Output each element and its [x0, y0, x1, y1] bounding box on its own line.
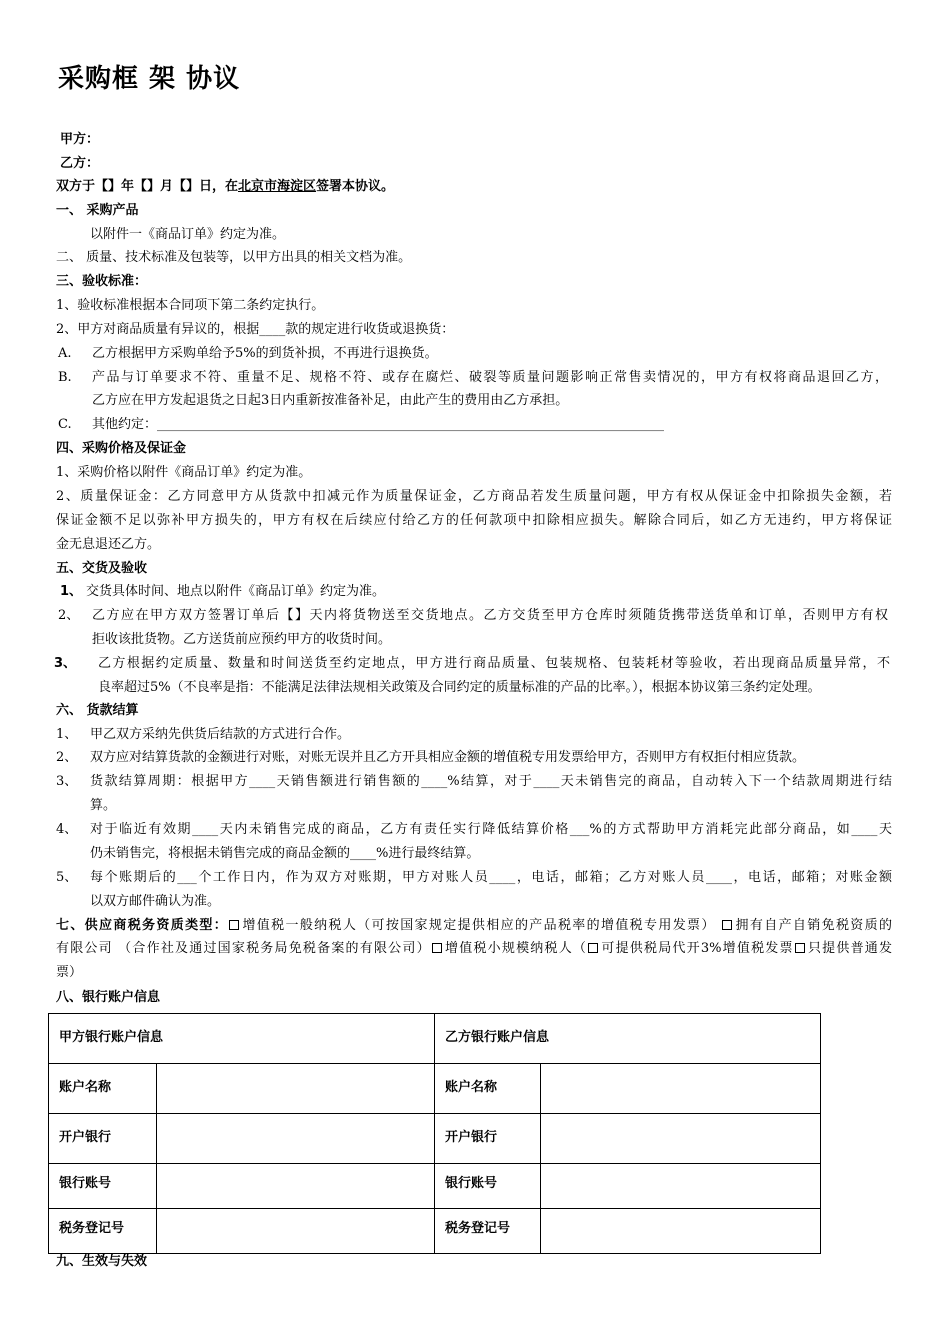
section-6-item-5-line-1: 每个账期后的___个工作日内，作为双方对账期，甲方对账人员____，电话，邮箱；乙方对账人员____，电话，邮箱；对账金额 — [90, 870, 892, 885]
section-1-heading: 一、 采购产品 — [56, 203, 139, 218]
section-5-item-1: 交货具体时间、地点以附件《商品订单》约定为准。 — [86, 584, 386, 599]
party-b-bank-value[interactable] — [541, 1114, 821, 1164]
bank-account-table — [48, 1013, 821, 1254]
party-b-tax-id-label: 税务登记号 — [435, 1209, 541, 1254]
section-3-heading: 三、验收标准： — [56, 274, 148, 289]
section-4-item-2-line-2: 保证金额不足以弥补甲方损失的，甲方有权在后续应付给乙方的任何款项中扣除相应损失。解除合同后，如乙方无违约，甲方将保证 — [56, 513, 892, 528]
party-b-bank-label: 开户银行 — [435, 1114, 541, 1164]
document-title: 采购框 架 协议 — [58, 64, 241, 94]
section-5-num-1: 1、 — [60, 584, 83, 599]
checkbox-tax-exempt[interactable] — [722, 920, 732, 930]
section-6-heading: 六、 货款结算 — [56, 703, 139, 718]
section-3-option-a-label: A. — [58, 346, 72, 361]
section-6-item-5-line-2: 以双方邮件确认为准。 — [90, 894, 221, 909]
party-b-account-number-value[interactable] — [541, 1164, 821, 1209]
section-5-item-3-line-2: 良率超过5%（不良率是指：不能满足法律法规相关政策及合同约定的质量标准的产品的比率。），根据本协议第三条约定处理。 — [98, 680, 821, 695]
section-7-heading: 七、供应商税务资质类型： — [56, 918, 229, 933]
section-7-line-2 — [56, 940, 892, 958]
section-3-option-c-text: 其他约定：______________________________________________________________________________ — [92, 417, 665, 432]
section-9-heading: 九、生效与失效 — [56, 1254, 148, 1269]
party-b-account-name-value[interactable] — [541, 1064, 821, 1114]
section-6-item-3-line-1: 货款结算周期：根据甲方____天销售额进行销售额的____%结算，对于____天未销售完的商品，自动转入下一个结款周期进行结 — [90, 774, 892, 789]
section-4-item-2-line-3: 金无息退还乙方。 — [56, 537, 161, 552]
section-6-num-2: 2、 — [56, 750, 78, 765]
party-a-account-name-value[interactable] — [157, 1064, 435, 1114]
checkbox-general-taxpayer[interactable] — [229, 920, 239, 930]
section-7-line-1 — [56, 917, 892, 935]
party-b-account-number-label: 银行账号 — [435, 1164, 541, 1209]
party-a-bank-label: 开户银行 — [49, 1114, 157, 1164]
table-row — [49, 1064, 821, 1114]
section-5-item-3-line-1: 乙方根据约定质量、数量和时间送货至约定地点，甲方进行商品质量、包装规格、包装耗材等验收，若出现商品质量异常，不 — [98, 656, 890, 671]
section-4-item-2-line-1: 2、质量保证金：乙方同意甲方从货款中扣减元作为质量保证金，乙方商品若发生质量问题，甲方有权从保证金中扣除损失金额，若 — [56, 489, 892, 504]
section-6-num-3: 3、 — [56, 774, 78, 789]
party-a-account-number-value[interactable] — [157, 1164, 435, 1209]
option-tax-exempt-cont: 有限公司 （合作社及通过国家税务局免税备案的有限公司） — [56, 941, 431, 956]
section-4-heading: 四、采购价格及保证金 — [56, 441, 187, 456]
section-6-item-4-line-1: 对于临近有效期____天内未销售完成的商品，乙方有责任实行降低结算价格___%的方式帮助甲方消耗完此部分商品，如____天 — [90, 822, 892, 837]
section-3-option-a-text: 乙方根据甲方采购单给予5%的到货补损，不再进行退换货。 — [92, 346, 438, 361]
section-5-num-2: 2、 — [58, 608, 80, 623]
section-6-item-1: 甲乙双方采纳先供货后结款的方式进行合作。 — [90, 727, 351, 742]
section-3-option-b-text-1: 产品与订单要求不符、重量不足、规格不符、或存在腐烂、破裂等质量问题影响正常售卖情况的，甲方有权将商品退回乙方， — [92, 370, 888, 385]
table-row — [49, 1209, 821, 1254]
section-6-item-3-line-2: 算。 — [90, 798, 117, 813]
section-6-num-1: 1、 — [56, 727, 78, 742]
option-tax-exempt: 拥有自产自销免税资质的 — [734, 918, 892, 933]
section-6-item-4-line-2: 仍未销售完，将根据未销售完成的商品金额的____%进行最终结算。 — [90, 846, 480, 861]
checkbox-3pct-invoice[interactable] — [588, 943, 598, 953]
option-3pct-invoice: 可提供税局代开3%增值税发票 — [600, 941, 794, 956]
section-3-option-b-text-2: 乙方应在甲方发起退货之日起3日内重新按准备补足，由此产生的费用由乙方承担。 — [92, 393, 569, 408]
table-header-row — [49, 1014, 821, 1064]
party-a-tax-id-value[interactable] — [157, 1209, 435, 1254]
signing-prefix: 双方于【】年【】月【】日，在 — [56, 179, 239, 194]
party-a-account-number-label: 银行账号 — [49, 1164, 157, 1209]
section-5-item-2-line-1: 乙方应在甲方双方签署订单后【】天内将货物送至交货地点。乙方交货至甲方仓库时须随货携带送货单和订单，否则甲方有权 — [92, 608, 888, 623]
section-2-text: 二、 质量、技术标准及包装等，以甲方出具的相关文档为准。 — [56, 250, 412, 265]
party-b-tax-id-value[interactable] — [541, 1209, 821, 1254]
signing-suffix: 签署本协议。 — [316, 179, 395, 194]
section-3-item-1: 1、验收标准根据本合同项下第二条约定执行。 — [56, 298, 325, 313]
party-a-bank-value[interactable] — [157, 1114, 435, 1164]
section-3-item-2: 2、甲方对商品质量有异议的，根据____款的规定进行收货或退换货： — [56, 322, 455, 337]
section-8-heading: 八、银行账户信息 — [56, 990, 161, 1005]
section-6-num-5: 5、 — [56, 870, 78, 885]
party-b-label: 乙方： — [60, 156, 100, 171]
section-1-text: 以附件一《商品订单》约定为准。 — [90, 227, 286, 242]
option-general-taxpayer: 增值税一般纳税人（可按国家规定提供相应的产品税率的增值税专用发票） — [241, 918, 716, 933]
section-6-num-4: 4、 — [56, 822, 78, 837]
checkbox-ordinary-invoice[interactable] — [795, 943, 805, 953]
party-b-bank-header: 乙方银行账户信息 — [435, 1014, 821, 1064]
table-row — [49, 1164, 821, 1209]
section-3-option-c-label: C. — [58, 417, 72, 432]
option-small-taxpayer: 增值税小规模纳税人（ — [443, 941, 588, 956]
section-5-num-3: 3、 — [54, 656, 77, 671]
party-a-tax-id-label: 税务登记号 — [49, 1209, 157, 1254]
party-a-label: 甲方： — [60, 132, 100, 147]
party-b-account-name-label: 账户名称 — [435, 1064, 541, 1114]
section-5-item-2-line-2: 拒收该批货物。乙方送货前应预约甲方的收货时间。 — [92, 632, 392, 647]
signing-statement — [56, 178, 394, 196]
section-6-item-2: 双方应对结算货款的金额进行对账，对账无误并且乙方开具相应金额的增值税专用发票给甲方，否则甲方有权拒付相应货款。 — [90, 750, 806, 765]
section-7-line-3: 票） — [56, 965, 83, 980]
party-a-account-name-label: 账户名称 — [49, 1064, 157, 1114]
section-3-option-b-label: B. — [58, 370, 72, 385]
checkbox-small-taxpayer[interactable] — [432, 943, 442, 953]
section-4-item-1: 1、采购价格以附件《商品订单》约定为准。 — [56, 465, 312, 480]
signing-place: 北京市海淀区 — [238, 179, 317, 194]
option-ordinary-invoice: 只提供普通发 — [806, 941, 892, 956]
table-row — [49, 1114, 821, 1164]
section-5-heading: 五、交货及验收 — [56, 561, 148, 576]
party-a-bank-header: 甲方银行账户信息 — [49, 1014, 435, 1064]
